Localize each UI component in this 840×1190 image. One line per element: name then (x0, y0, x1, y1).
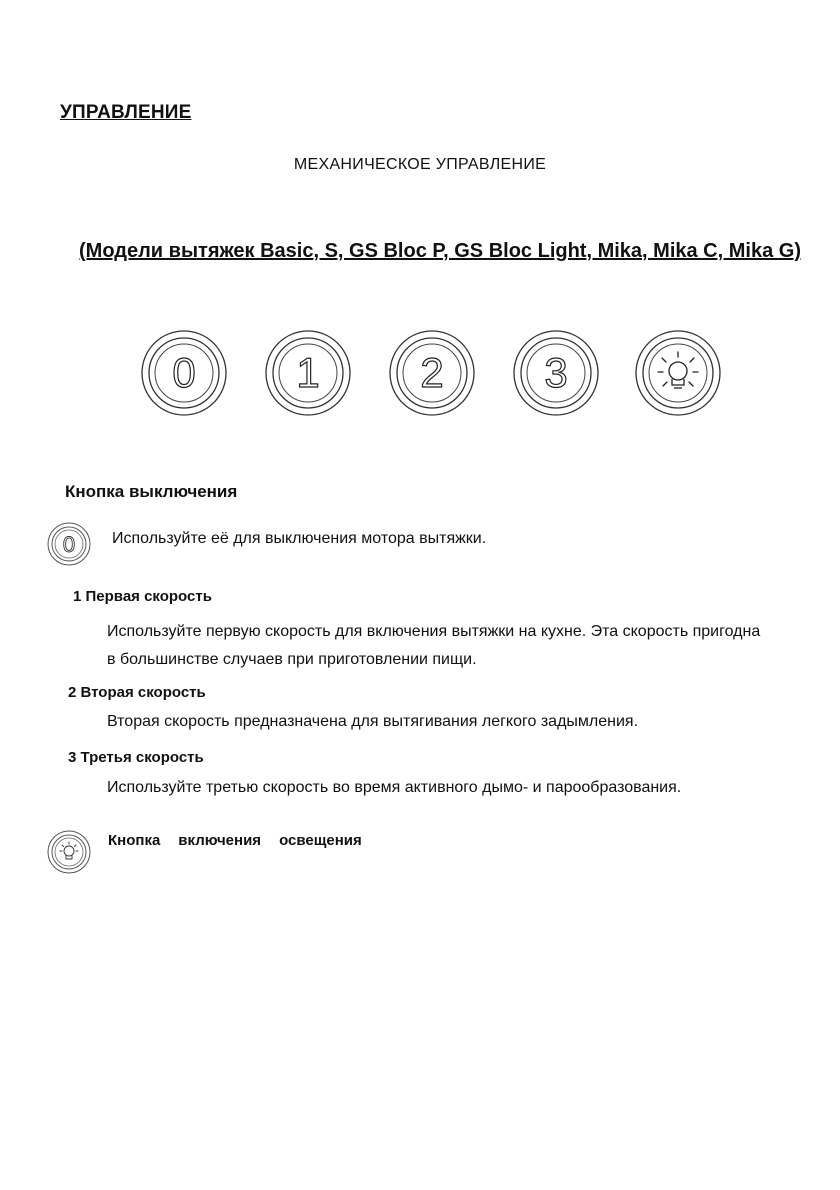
off-button-icon (46, 521, 92, 567)
speed-1-text-line-2: в большинстве случаев при приготовлении пищи. (107, 651, 477, 668)
button-2-label: 2 (420, 349, 444, 396)
speed-3-heading: 3 Третья скорость (68, 749, 204, 766)
speed-2-text: Вторая скорость предназначена для вытягивания легкого задымления. (107, 713, 639, 730)
speed-1-text-line-1: Используйте первую скорость для включения вытяжки на кухне. Эта скорость пригодна (107, 623, 761, 640)
speed-2-heading: 2 Вторая скорость (68, 684, 206, 701)
speed-1-heading: 1 Первая скорость (73, 588, 212, 605)
speed-3-text: Используйте третью скорость во время активного дымо- и парообразования. (107, 779, 682, 796)
light-button-label (108, 832, 362, 849)
button-0-label: 0 (172, 349, 196, 396)
button-3-label: 3 (544, 349, 568, 396)
subtitle: МЕХАНИЧЕСКОЕ УПРАВЛЕНИЕ (293, 156, 547, 173)
control-panel-illustration (0, 320, 840, 430)
button-1-icon (266, 331, 350, 415)
button-0-icon (142, 331, 226, 415)
light-button-label-word-1: Кнопка (108, 832, 161, 849)
section-title: УПРАВЛЕНИЕ (60, 102, 192, 123)
models-line: (Модели вытяжек Basic, S, GS Bloc P, GS Bloc Light, Mika, Mika C, Mika G) (79, 240, 801, 262)
light-button-icon (46, 829, 92, 875)
off-button-heading: Кнопка выключения (65, 482, 238, 501)
light-bulb-icon (636, 331, 720, 415)
light-button-label-word-3: освещения (279, 832, 362, 849)
button-2-icon (390, 331, 474, 415)
button-3-icon (514, 331, 598, 415)
off-button-icon-label: 0 (62, 532, 76, 557)
button-1-label: 1 (296, 349, 320, 396)
light-button-label-word-2: включения (178, 832, 262, 849)
off-button-text: Используйте её для выключения мотора вытяжки. (112, 530, 487, 547)
